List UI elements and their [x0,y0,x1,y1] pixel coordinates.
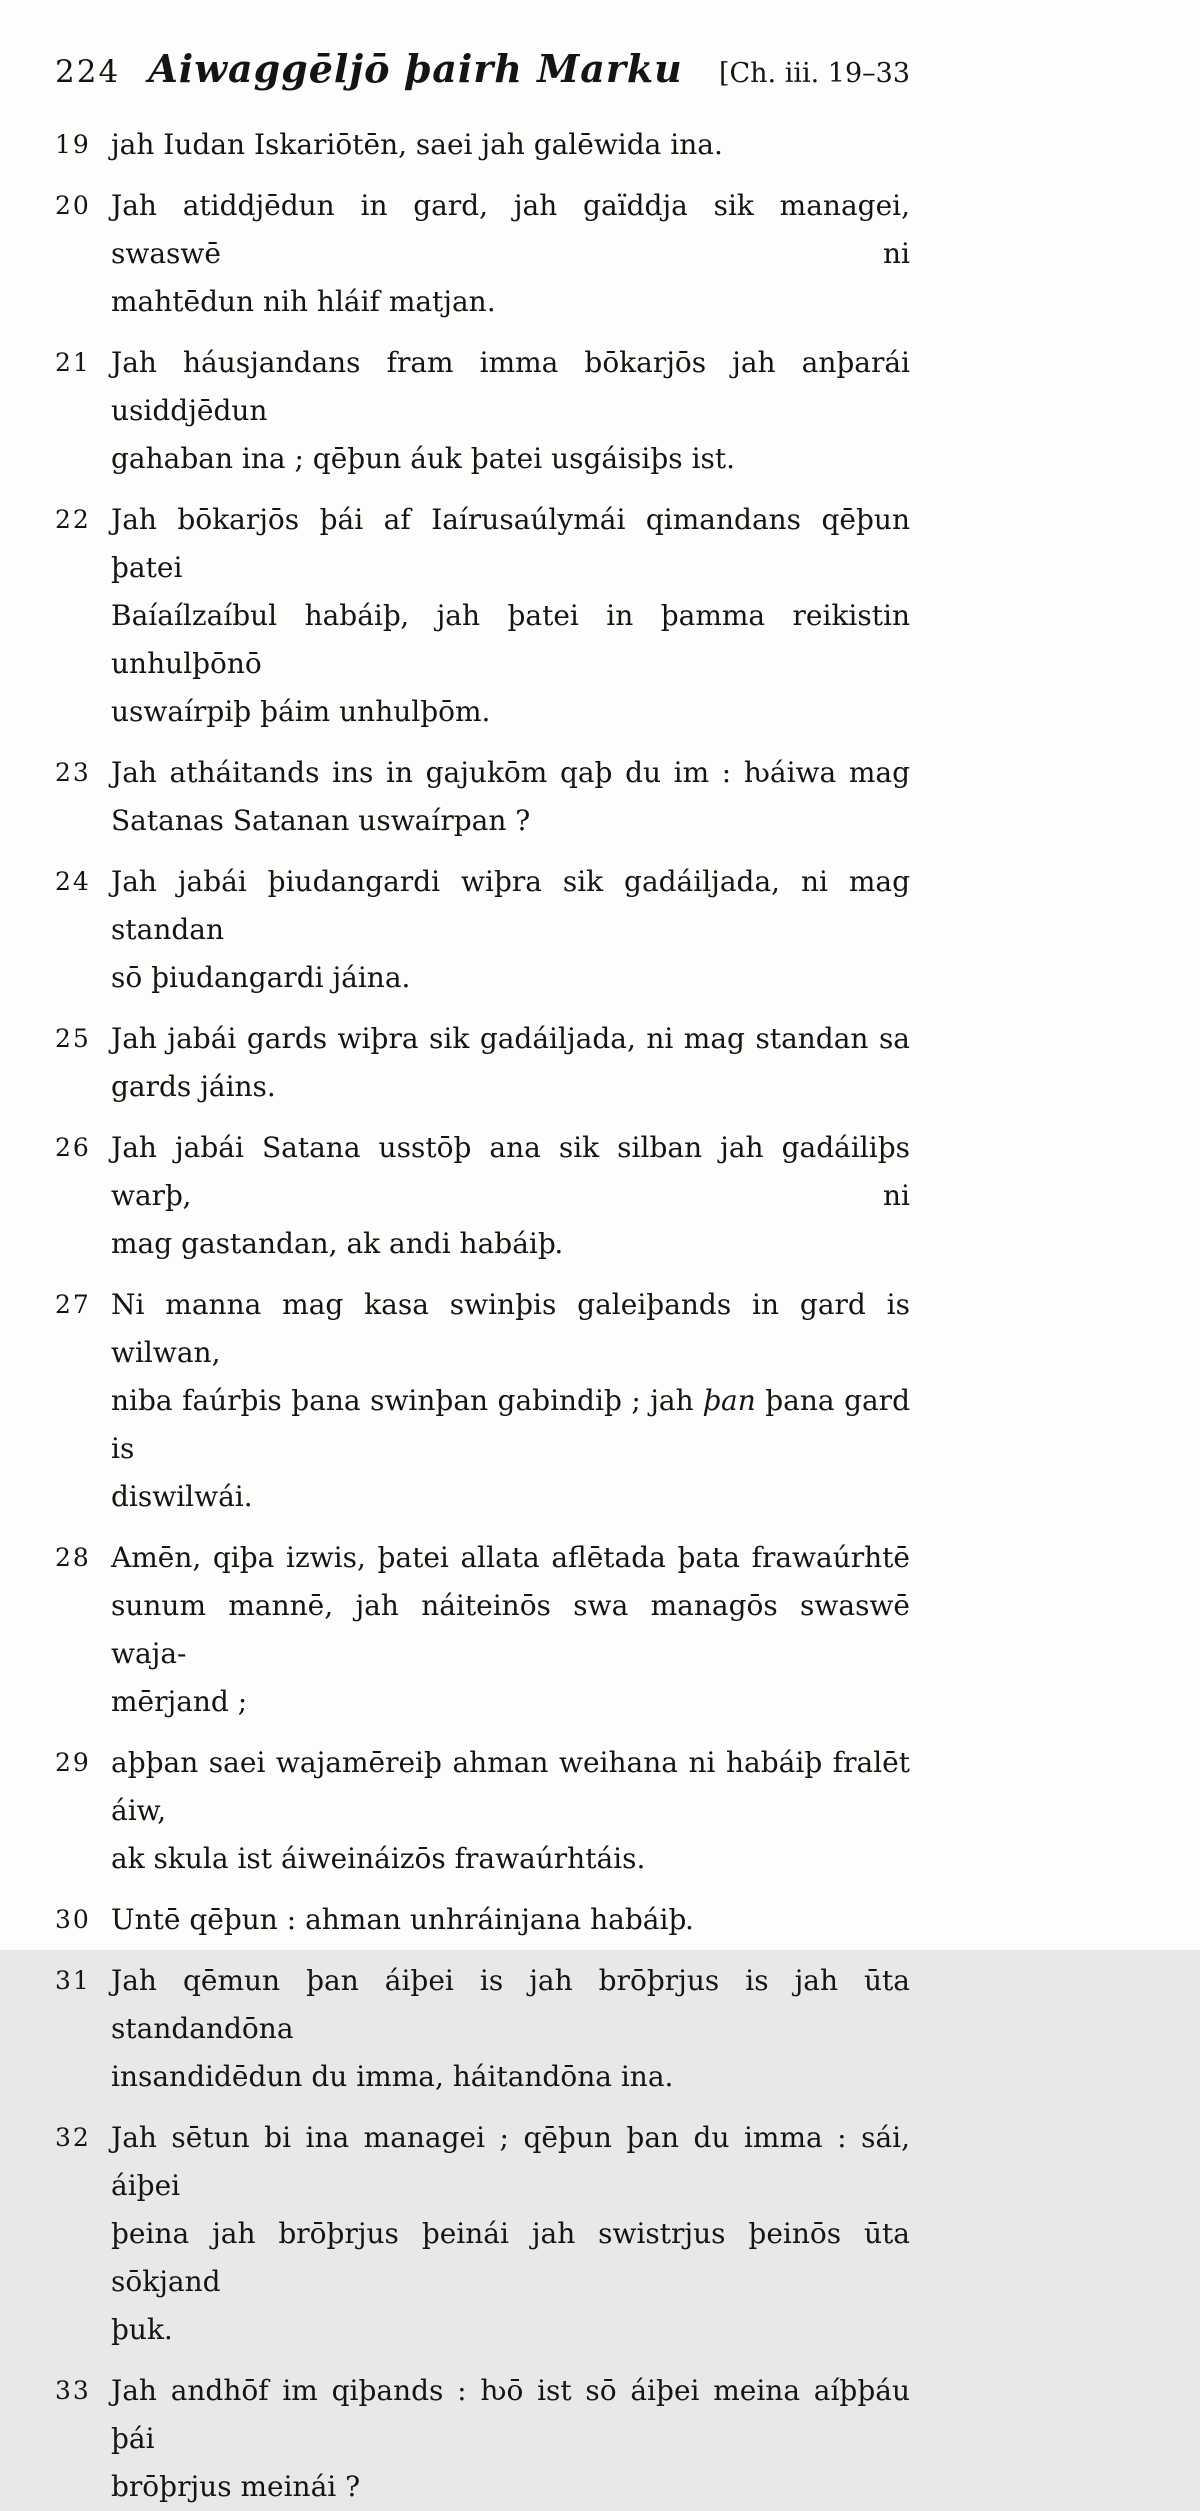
verse-number: 33 [55,2376,91,2405]
verse-line: uswaírpiþ þáim unhulþōm. [111,695,491,728]
verse-number: 21 [55,348,91,377]
verse-number: 28 [55,1543,91,1572]
verse-text [111,749,910,845]
chapter-reference: [Ch. iii. 19–33 [718,58,910,89]
verse-number: 32 [55,2123,91,2152]
verse-line: aþþan saei wajamēreiþ ahman weihana ni habáiþ fralēt áiw, [111,1746,910,1827]
verse-line: diswilwái. [111,1480,253,1513]
verses [55,121,910,2511]
verse-line: Satanas Satanan uswaírpan ? [111,804,531,837]
verse [55,1124,910,1268]
verse-line: mahtēdun nih hláif matjan. [111,285,496,318]
verse [55,1534,910,1726]
verse-line: brōþrjus meinái ? [111,2470,361,2503]
verse-text [111,1281,910,1521]
verse-number: 20 [55,191,91,220]
verse [55,2114,910,2354]
verse-number: 24 [55,867,91,896]
verse [55,1281,910,1521]
verse-number: 30 [55,1905,91,1934]
verse-text [111,1957,910,2101]
verse-text [111,2114,910,2354]
verse-text [111,1124,910,1268]
verse-line: Jah qēmun þan áiþei is jah brōþrjus is jah ūta standandōna [111,1964,910,2045]
verse-text [111,858,910,1002]
verse [55,1739,910,1883]
verse-line: ak skula ist áiweináizōs frawaúrhtáis. [111,1842,646,1875]
verse-line: Untē qēþun : ahman unhráinjana habáiþ. [111,1903,694,1936]
verse-line: Ni manna mag kasa swinþis galeiþands in gard is wilwan, [111,1288,910,1369]
verse-text [111,182,910,326]
verse-line: Jah jabái gards wiþra sik gadáiljada, ni mag standan sa [111,1022,910,1055]
verse-line: Jah atháitands ins in gajukōm qaþ du im : ƕáiwa mag [111,756,910,789]
verse-number: 26 [55,1133,91,1162]
verse-text [111,121,910,169]
verse-line: Baíaílzaíbul habáiþ, jah þatei in þamma reikistin unhulþōnō [111,599,910,680]
verse-text [111,496,910,736]
verse-line: mērjand ; [111,1685,248,1718]
verse-line: sunum mannē, jah náiteinōs swa managōs swaswē waja- [111,1589,910,1670]
verse-text [111,1534,910,1726]
verse-number: 23 [55,758,91,787]
page-number: 224 [55,54,121,90]
verse-number: 22 [55,505,91,534]
verse-line: Jah jabái þiudangardi wiþra sik gadáiljada, ni mag standan [111,865,910,946]
verse-line: insandidēdun du imma, háitandōna ina. [111,2060,674,2093]
verse-text [111,339,910,483]
verse [55,858,910,1002]
verse-line: Jah háusjandans fram imma bōkarjōs jah anþarái usiddjēdun [111,346,910,427]
verse-number: 31 [55,1966,91,1995]
verse-line: Jah bōkarjōs þái af Iaírusaúlymái qimandans qēþun þatei [111,503,910,584]
verse [55,121,910,169]
verse [55,339,910,483]
verse-text [111,2367,910,2511]
page-title: Aiwaggēljō þairh Marku [148,46,683,91]
verse [55,1957,910,2101]
verse-line: þeina jah brōþrjus þeinái jah swistrjus þeinōs ūta sōkjand [111,2217,910,2298]
verse-text [111,1739,910,1883]
verse [55,496,910,736]
verse [55,182,910,326]
verse-line: Jah sētun bi ina managei ; qēþun þan du imma : sái, áiþei [111,2121,910,2202]
verse [55,2367,910,2511]
verse-line: jah Iudan Iskariōtēn, saei jah galēwida ina. [111,128,723,161]
verse-text [111,1896,910,1944]
verse-line: Jah jabái Satana usstōþ ana sik silban jah gadáiliþs warþ, ni [111,1131,910,1212]
verse [55,749,910,845]
verse [55,1015,910,1111]
verse-line: þuk. [111,2313,173,2346]
verse-number: 19 [55,130,91,159]
verse-text [111,1015,910,1111]
verse-line: mag gastandan, ak andi habáiþ. [111,1227,564,1260]
verse-number: 29 [55,1748,91,1777]
verse [55,1896,910,1944]
verse-number: 25 [55,1024,91,1053]
verse-line: gards jáins. [111,1070,276,1103]
page-header [55,46,910,91]
verse-line: Jah atiddjēdun in gard, jah gaïddja sik managei, swaswē ni [111,189,910,270]
verse-line: niba faúrþis þana swinþan gabindiþ ; jah þan þana gard is [111,1384,910,1465]
verse-line: gahaban ina ; qēþun áuk þatei usgáisiþs ist. [111,442,736,475]
verse-line: Amēn, qiþa izwis, þatei allata aflētada þata frawaúrhtē [111,1541,910,1574]
verse-line: Jah andhōf im qiþands : ƕō ist sō áiþei meina aíþþáu þái [111,2374,910,2455]
verse-line: sō þiudangardi jáina. [111,961,411,994]
verse-number: 27 [55,1290,91,1319]
